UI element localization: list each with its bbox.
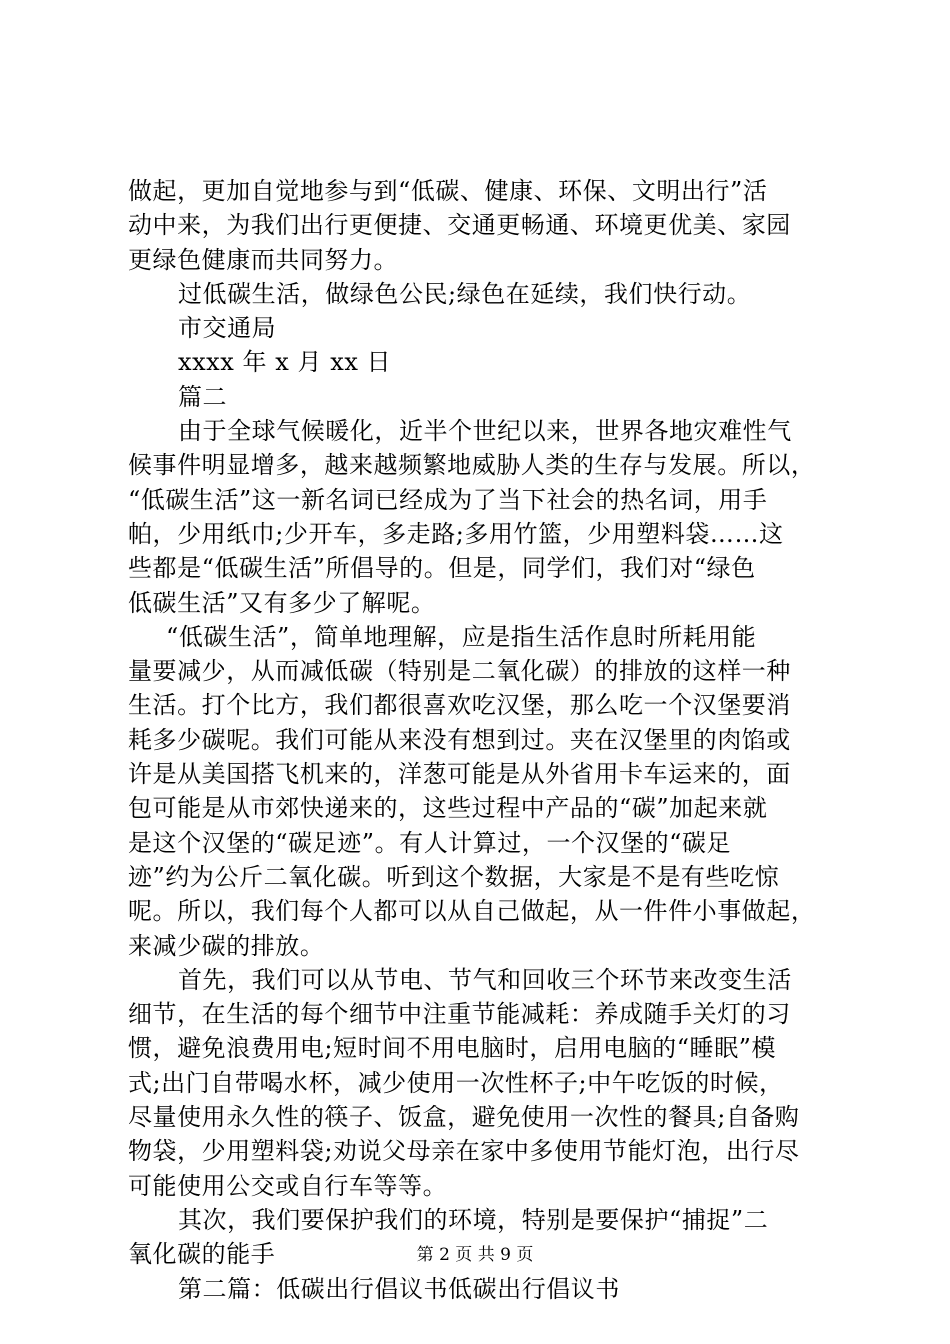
text-line: “低碳生活”，简单地理解，应是指生活作息时所耗用能	[166, 622, 757, 651]
text-line: 其次，我们要保护我们的环境，特别是要保护“捕捉”二	[178, 1205, 769, 1234]
text-line: 细节，在生活的每个细节中注重节能减耗：养成随手关灯的习	[128, 1000, 791, 1029]
text-line: 些都是“低碳生活”所倡导的。但是，同学们，我们对“绿色	[128, 554, 756, 583]
text-line: 更绿色健康而共同努力。	[128, 245, 399, 274]
text-line: 帕，少用纸巾;少开车，多走路;多用竹篮，少用塑料袋……这	[128, 519, 784, 548]
text-line: 惯，避免浪费用电;短时间不用电脑时，启用电脑的“睡眠”模	[128, 1034, 777, 1063]
text-line: 生活。打个比方，我们都很喜欢吃汉堡，那么吃一个汉堡要消	[128, 691, 791, 720]
slogan-line: 过低碳生活，做绿色公民;绿色在延续，我们快行动。	[178, 279, 752, 308]
text-line: 包可能是从市郊快递来的，这些过程中产品的“碳”加起来就	[128, 794, 768, 823]
text-line: 可能使用公交或自行车等等。	[128, 1171, 448, 1200]
text-line: 候事件明显增多，越来越频繁地威胁人类的生存与发展。所以，	[128, 451, 816, 480]
signature-date: xxxx 年 x 月 xx 日	[178, 348, 392, 377]
text-line: 氧化碳的能手	[128, 1240, 276, 1269]
signature-org: 市交通局	[178, 314, 277, 343]
text-line: 量要减少，从而减低碳（特别是二氧化碳）的排放的这样一种	[128, 657, 791, 686]
text-line: 尽量使用永久性的筷子、饭盒，避免使用一次性的餐具;自备购	[128, 1103, 800, 1132]
text-line: “低碳生活”这一新名词已经成为了当下社会的热名词，用手	[128, 485, 768, 514]
text-line: 耗多少碳呢。我们可能从来没有想到过。夹在汉堡里的肉馅或	[128, 725, 791, 754]
text-line: 动中来，为我们出行更便捷、交通更畅通、环境更优美、家园	[128, 211, 791, 240]
text-line: 式;出门自带喝水杯，减少使用一次性杯子;中午吃饭的时候，	[128, 1068, 784, 1097]
text-line: 许是从美国搭飞机来的，洋葱可能是从外省用卡车运来的，面	[128, 760, 791, 789]
text-line: 由于全球气候暖化，近半个世纪以来，世界各地灾难性气	[178, 417, 792, 446]
chapter-heading: 第二篇：低碳出行倡议书低碳出行倡议书	[178, 1274, 620, 1303]
text-line: 来减少碳的排放。	[128, 931, 325, 960]
text-line: 是这个汉堡的“碳足迹”。有人计算过，一个汉堡的“碳足	[128, 828, 732, 857]
text-line: 首先，我们可以从节电、节气和回收三个环节来改变生活	[178, 965, 792, 994]
text-line: 迹”约为公斤二氧化碳。听到这个数据，大家是不是有些吃惊	[128, 862, 780, 891]
text-line: 物袋，少用塑料袋;劝说父母亲在家中多使用节能灯泡，出行尽	[128, 1137, 800, 1166]
page-number: 第 2 页 共 9 页	[416, 1245, 534, 1265]
text-line: 低碳生活”又有多少了解呢。	[128, 588, 436, 617]
text-line: 做起，更加自觉地参与到“低碳、健康、环保、文明出行”活	[128, 177, 768, 205]
section-heading: 篇二	[178, 382, 228, 411]
text-line: 呢。所以，我们每个人都可以从自己做起，从一件件小事做起，	[128, 897, 816, 926]
document-body	[128, 174, 828, 1306]
